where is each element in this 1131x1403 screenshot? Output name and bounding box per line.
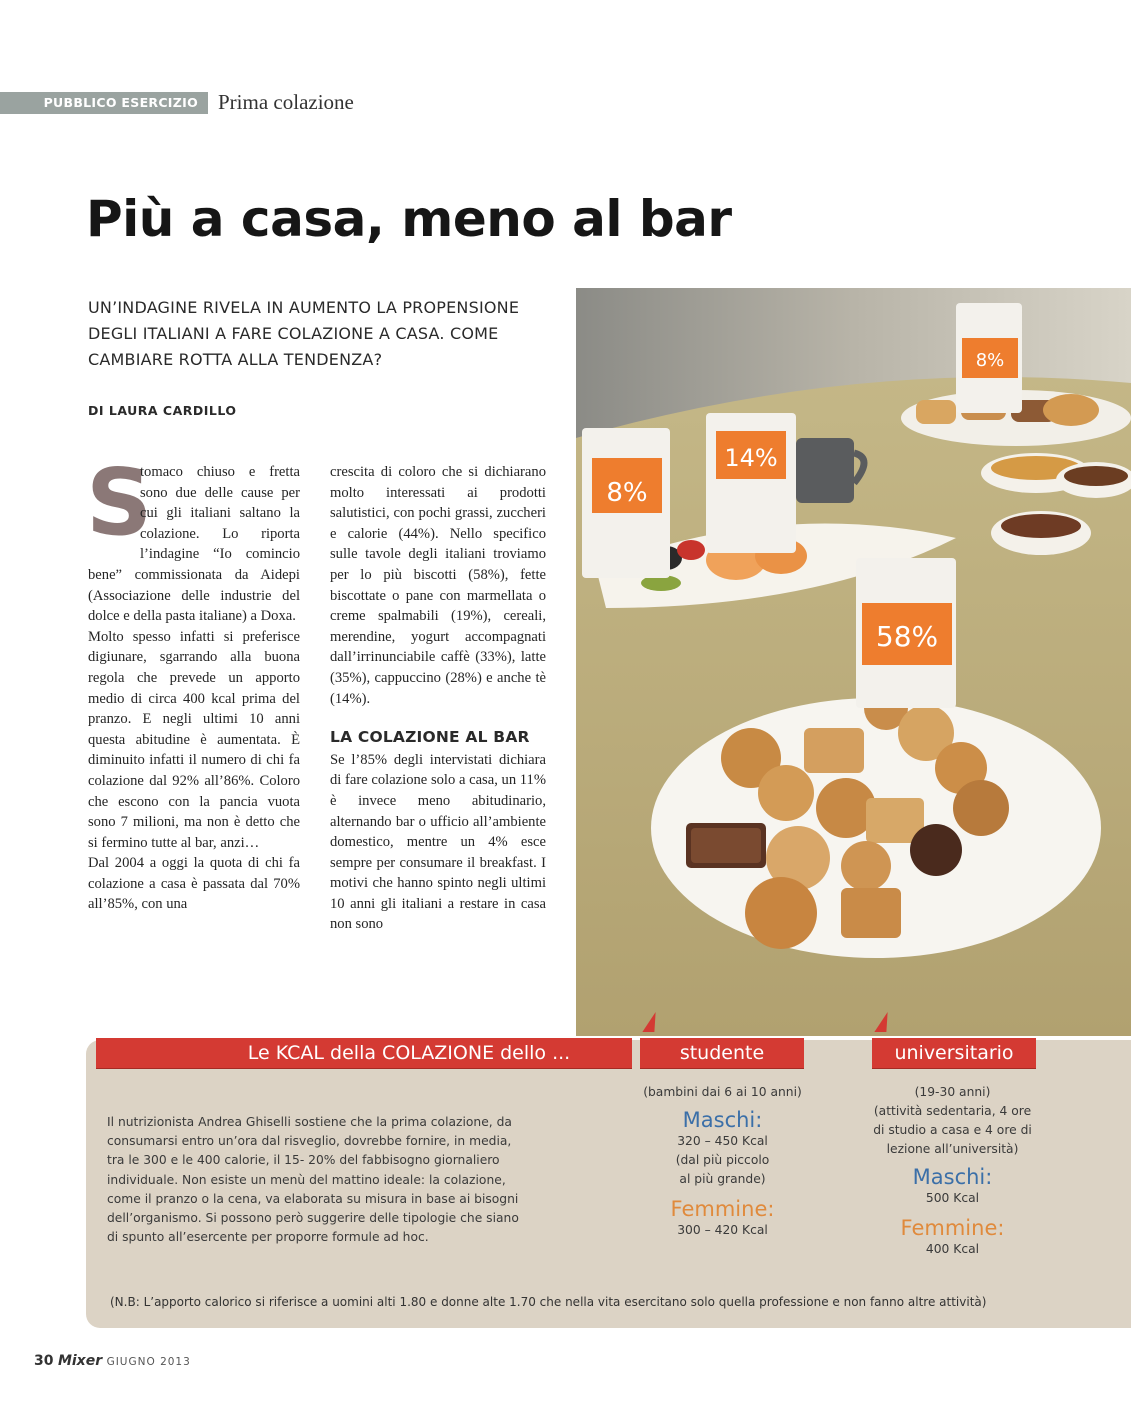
- dropcap: S: [86, 449, 153, 556]
- uni-note: lezione all’università): [886, 1142, 1019, 1156]
- uni-note: di studio a casa e 4 ore di: [873, 1123, 1032, 1137]
- body-paragraph: Dal 2004 a oggi la quota di chi fa colazione a casa è passata dal 70% all’85%, con una: [88, 855, 300, 913]
- body-paragraph: crescita di coloro che si dichiarano molto interessati ai prodotti salutistici, con pochi grassi, zuccheri e calorie (44%). Nello specifico sulle tavole degli italiani troviamo per lo più biscotti (58%), fette biscottate o pane con marmellata o creme spalmabili (19%), cereali, merendine, yogurt accompagnati dall’irrinunciabile caffè (33%), latte (35%), cappuccino (28%) e anche tè (14%).: [330, 464, 546, 707]
- kcal-title: Le KCAL della COLAZIONE dello ...: [247, 1042, 571, 1064]
- page-number: 30: [34, 1353, 54, 1369]
- sign-14: [706, 413, 796, 553]
- student-age: (bambini dai 6 ai 10 anni): [643, 1085, 802, 1099]
- magazine-name: Mixer: [57, 1353, 103, 1369]
- sign-8-right: [956, 303, 1022, 413]
- student-femmine-value: 300 – 420 Kcal: [677, 1223, 768, 1237]
- section-subtitle: Prima colazione: [218, 90, 354, 114]
- student-maschi-note: al più grande): [679, 1172, 766, 1186]
- pastry: [916, 400, 956, 424]
- nutritionist-text: Il nutrizionista Andrea Ghiselli sostiene che la prima colazione, da consumarsi entro un’ora dal risveglio, dovrebbe fornire, in media, tra le 300 e le 400 calorie, il 15- 20% del fabbisogno giornaliero individuale. Non esiste un menù del mattino ideale: la colazione, come il pranzo o la cena, va elaborata su misura in base ai bisogni dell’organismo. Si possono però suggerire delle tipologie che siano di spunto all’esercente per proporre formule ad hoc.: [107, 1115, 519, 1245]
- student-maschi-label: Maschi:: [682, 1108, 763, 1132]
- university-tab: universitario: [872, 1038, 1036, 1068]
- student-maschi-value: 320 – 450 Kcal: [677, 1134, 768, 1148]
- uni-femmine-label: Femmine:: [900, 1216, 1005, 1240]
- university-kcal-block: [860, 1083, 1045, 1259]
- article-deck: UN’INDAGINE RIVELA IN AUMENTO LA PROPENSIONE DEGLI ITALIANI A FARE COLAZIONE A CASA. COME CAMBIARE ROTTA ALLA TENDENZA?: [88, 298, 520, 369]
- student-maschi-note: (dal più piccolo: [675, 1153, 770, 1167]
- svg-text:14%: 14%: [724, 444, 778, 472]
- kcal-title-tab: [96, 1038, 632, 1068]
- uni-maschi-value: 500 Kcal: [925, 1191, 980, 1205]
- photo-illustration: [576, 288, 1131, 1036]
- body-paragraph: tomaco chiuso e fretta sono due delle cause per cui gli italiani saltano la colazione. Lo riporta l’indagine “Io comincio bene” commissionata da Aidepi (Associazione delle industrie del dolce e della pasta italiane) a Doxa.: [88, 464, 300, 625]
- student-kcal-block: [630, 1083, 815, 1240]
- student-tab: studente: [640, 1038, 804, 1068]
- body-paragraph: Se l’85% degli intervistati dichiara di fare colazione solo a casa, un 11% è invece meno abitudinario, alternando bar o ufficio all’ambiente domestico, mentre un 4% esce sempre per consumare il breakfast. I motivi che hanno spinto negli ultimi 10 anni gli italiani a restare in casa non sono: [330, 751, 546, 933]
- uni-femmine-value: 400 Kcal: [925, 1242, 980, 1256]
- svg-text:58%: 58%: [875, 620, 939, 653]
- uni-note: (attività sedentaria, 4 ore: [873, 1104, 1032, 1118]
- page-footer: [34, 1353, 191, 1369]
- svg-text:8%: 8%: [606, 478, 648, 508]
- body-column-2: [330, 462, 546, 935]
- subheading: LA COLAZIONE AL BAR: [330, 728, 530, 747]
- svg-text:8%: 8%: [975, 350, 1005, 371]
- article-headline: Più a casa, meno al bar: [86, 190, 732, 248]
- section-label: PUBBLICO ESERCIZIO: [0, 92, 208, 114]
- mug: [796, 438, 854, 503]
- uni-age: (19-30 anni): [914, 1085, 991, 1099]
- uni-maschi-label: Maschi:: [912, 1165, 993, 1189]
- footnote: (N.B: L’apporto calorico si riferisce a uomini alti 1.80 e donne alte 1.70 che nella vita esercitano solo quella professione e non fanno altre attività): [110, 1295, 987, 1309]
- student-femmine-label: Femmine:: [670, 1197, 775, 1221]
- byline: DI LAURA CARDILLO: [88, 403, 237, 418]
- breakfast-table-photo: [576, 288, 1131, 1036]
- issue-date: GIUGNO 2013: [106, 1356, 191, 1368]
- sign-58: [856, 558, 956, 708]
- sign-8-left: [582, 428, 670, 578]
- body-paragraph: Molto spesso infatti si preferisce digiunare, sgarrando alla buona regola che prevede un apporto medio di circa 400 kcal prima del pranzo. E negli ultimi 10 anni questa abitudine è aumentata. È diminuito infatti il numero di chi fa colazione dal 92% all’86%. Coloro che escono con la pancia vuota sono 7 milioni, ma non è detto che si fermino tutte al bar, anzi…: [88, 628, 300, 851]
- body-column-1: [86, 449, 300, 915]
- pastry: [1043, 394, 1099, 426]
